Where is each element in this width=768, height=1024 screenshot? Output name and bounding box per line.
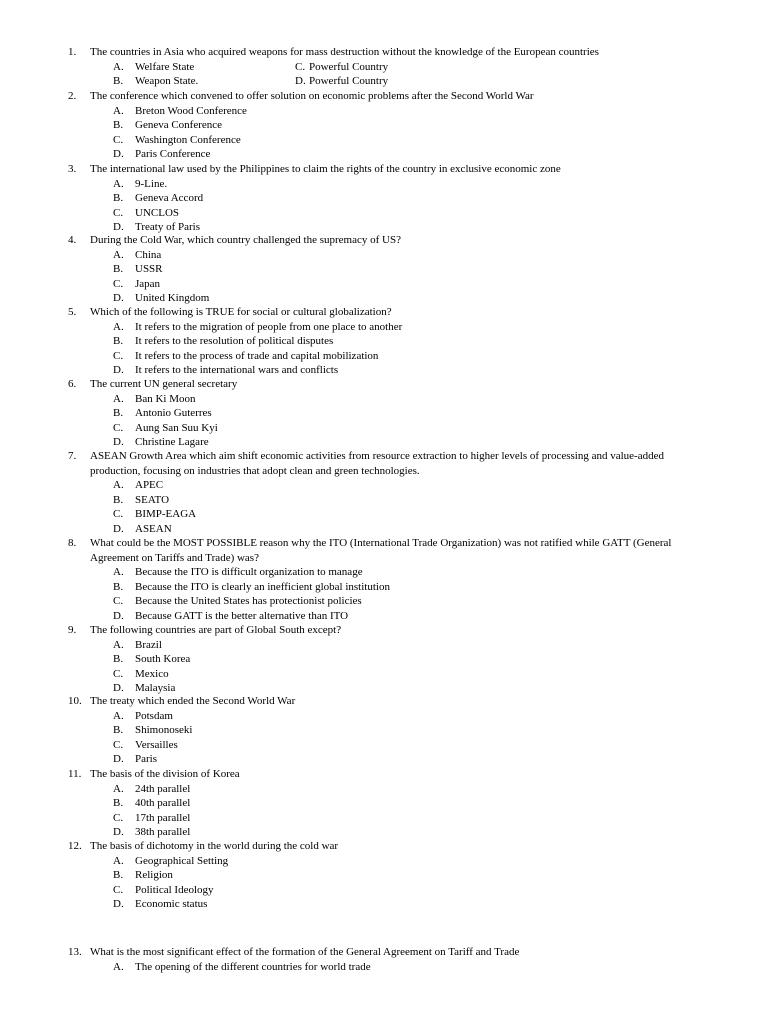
question-stem — [0, 945, 768, 960]
option-d — [0, 609, 768, 624]
question-3 — [0, 162, 768, 235]
option-a — [0, 638, 768, 653]
option-text: Treaty of Paris — [135, 221, 200, 233]
option-text: Because the ITO is clearly an inefficient global institution — [135, 580, 390, 593]
option-text: SEATO — [135, 493, 170, 506]
question-stem — [0, 536, 768, 565]
question-stem — [0, 839, 768, 854]
question-number: 10. — [68, 695, 82, 707]
option-list — [0, 565, 768, 623]
option-letter: C. — [113, 206, 124, 219]
question-13 — [0, 945, 768, 974]
option-d — [0, 363, 768, 378]
option-text: Malaysia — [135, 682, 176, 694]
option-text: Paris Conference — [135, 148, 211, 160]
option-letter: B. — [113, 192, 124, 204]
option-text: Powerful Country — [309, 75, 389, 87]
option-letter: A. — [113, 248, 124, 261]
option-letter: B. — [113, 335, 124, 347]
option-b — [0, 652, 768, 667]
option-text: It refers to the resolution of political disputes — [135, 335, 334, 347]
question-stem — [0, 162, 768, 177]
option-d — [0, 147, 768, 162]
option-text: 40th parallel — [135, 797, 191, 809]
option-letter: D. — [113, 148, 124, 160]
option-text: United Kingdom — [135, 292, 210, 304]
option-list — [0, 782, 768, 840]
option-text: Christine Lagare — [135, 436, 209, 448]
option-letter: C. — [113, 421, 124, 434]
option-text: APEC — [135, 479, 164, 491]
option-text: Shimonoseki — [135, 724, 193, 736]
option-text: Because the ITO is difficult organization to manage — [135, 566, 363, 578]
question-6 — [0, 377, 768, 450]
option-d — [0, 435, 768, 450]
question-stem — [0, 377, 768, 392]
option-text: Because the United States has protectionist policies — [135, 595, 362, 607]
option-b — [0, 118, 768, 133]
option-text: Mexico — [135, 667, 169, 680]
option-a — [0, 320, 768, 335]
option-letter: B. — [113, 75, 124, 87]
option-list — [0, 60, 768, 89]
option-text: Antonio Guterres — [135, 407, 212, 419]
option-letter: C. — [113, 349, 124, 362]
question-text: The treaty which ended the Second World War — [90, 695, 296, 707]
option-letter: A. — [113, 709, 124, 722]
question-text: The countries in Asia who acquired weapons for mass destruction without the knowledge of the European countries — [90, 46, 599, 58]
option-list — [0, 104, 768, 162]
question-number: 8. — [68, 537, 77, 549]
option-b — [0, 334, 768, 349]
option-c — [0, 349, 768, 364]
option-b — [0, 796, 768, 811]
option-text: Because GATT is the better alternative than ITO — [135, 609, 349, 622]
question-stem — [0, 767, 768, 782]
option-text: Economic status — [135, 898, 208, 910]
question-text: The international law used by the Philippines to claim the rights of the country in exclusive economic zone — [90, 163, 561, 175]
option-letter: C. — [113, 508, 124, 520]
option-c — [0, 738, 768, 753]
option-letter: C. — [113, 738, 124, 751]
question-number: 11. — [68, 768, 82, 780]
option-letter: A. — [113, 177, 124, 190]
option-letter: D. — [113, 436, 124, 448]
option-text: It refers to the migration of people from one place to another — [135, 320, 403, 333]
option-text: Powerful Country — [309, 60, 389, 73]
option-row — [0, 74, 768, 89]
question-stem — [0, 305, 768, 320]
option-letter: B. — [113, 580, 124, 593]
question-10 — [0, 694, 768, 767]
option-text: USSR — [135, 263, 163, 275]
question-text: The conference which convened to offer solution on economic problems after the Second World War — [90, 90, 534, 102]
option-text: Geneva Accord — [135, 192, 204, 204]
option-letter: B. — [113, 797, 124, 809]
option-letter: A. — [113, 566, 124, 578]
question-stem — [0, 623, 768, 638]
option-a — [0, 709, 768, 724]
option-letter: D. — [113, 682, 124, 694]
option-text: South Korea — [135, 653, 191, 665]
question-text: The current UN general secretary — [90, 378, 238, 390]
option-text: Welfare State — [135, 60, 195, 73]
option-letter: B. — [113, 407, 124, 419]
option-a — [0, 248, 768, 263]
option-list — [0, 392, 768, 450]
option-a — [0, 478, 768, 493]
question-text: The following countries are part of Global South except? — [90, 624, 342, 636]
option-letter: B. — [113, 653, 124, 665]
option-row — [0, 60, 768, 75]
option-text: The opening of the different countries for world trade — [135, 960, 371, 973]
option-c — [0, 206, 768, 221]
question-number: 13. — [68, 946, 82, 958]
option-d — [0, 897, 768, 912]
option-c — [0, 133, 768, 148]
question-number: 7. — [68, 450, 77, 462]
option-list — [0, 960, 768, 975]
option-letter: C. — [113, 667, 124, 680]
option-letter: D. — [113, 826, 124, 838]
question-text: What could be the MOST POSSIBLE reason why the ITO (International Trade Organization) was not ratified while GATT (General Agreement on Tariffs and Trade) was? — [90, 537, 672, 564]
option-text: Washington Conference — [135, 133, 241, 146]
option-text: It refers to the process of trade and capital mobilization — [135, 349, 379, 362]
option-letter: C. — [113, 883, 124, 896]
question-12 — [0, 839, 768, 912]
option-text: Political Ideology — [135, 883, 214, 896]
question-text: Which of the following is TRUE for social or cultural globalization? — [90, 306, 392, 318]
option-b — [0, 493, 768, 508]
option-c — [0, 277, 768, 292]
question-text: During the Cold War, which country challenged the supremacy of US? — [90, 234, 401, 246]
question-stem — [0, 233, 768, 248]
option-text: 9-Line. — [135, 177, 168, 190]
option-letter: A. — [113, 479, 124, 491]
option-text: Religion — [135, 869, 173, 881]
option-list — [0, 709, 768, 767]
option-text: Versailles — [135, 738, 178, 751]
option-c — [0, 883, 768, 898]
option-text: It refers to the international wars and conflicts — [135, 364, 339, 376]
option-b — [0, 868, 768, 883]
question-text: What is the most significant effect of the formation of the General Agreement on Tariff and Trade — [90, 946, 520, 958]
option-text: Potsdam — [135, 709, 173, 722]
option-b — [0, 262, 768, 277]
question-number: 2. — [68, 90, 77, 102]
option-b — [0, 406, 768, 421]
option-letter: A. — [113, 104, 124, 117]
option-text: Weapon State. — [135, 75, 199, 87]
option-letter: A. — [113, 60, 124, 73]
option-letter: D. — [113, 753, 124, 765]
option-letter: D. — [113, 898, 124, 910]
question-text: The basis of the division of Korea — [90, 768, 240, 780]
option-letter: D. — [295, 75, 306, 87]
option-letter: C. — [113, 595, 124, 607]
question-text: ASEAN Growth Area which aim shift economic activities from resource extraction to higher levels of processing and value-added production, focusing on industries that adopt clean and green technologies. — [90, 450, 664, 477]
option-letter: D. — [113, 522, 124, 535]
option-letter: A. — [113, 638, 124, 651]
question-4 — [0, 233, 768, 306]
option-text: 38th parallel — [135, 826, 191, 838]
option-c — [0, 811, 768, 826]
option-text: Brazil — [135, 638, 162, 651]
option-c — [0, 667, 768, 682]
option-letter: B. — [113, 493, 124, 506]
option-c — [0, 421, 768, 436]
question-stem — [0, 45, 768, 60]
question-7 — [0, 449, 768, 536]
option-list — [0, 638, 768, 696]
option-letter: D. — [113, 609, 124, 622]
question-number: 3. — [68, 163, 77, 175]
option-letter: A. — [113, 392, 124, 405]
option-letter: A. — [113, 782, 124, 795]
option-text: UNCLOS — [135, 206, 180, 219]
question-number: 1. — [68, 46, 77, 58]
question-8 — [0, 536, 768, 623]
option-letter: D. — [113, 292, 124, 304]
option-b — [0, 723, 768, 738]
option-a — [0, 104, 768, 119]
option-text: Ban Ki Moon — [135, 392, 196, 405]
question-stem — [0, 694, 768, 709]
option-text: Breton Wood Conference — [135, 104, 247, 117]
option-list — [0, 478, 768, 536]
option-d — [0, 752, 768, 767]
option-letter: A. — [113, 960, 124, 973]
question-9 — [0, 623, 768, 696]
option-letter: C. — [113, 133, 124, 146]
option-a — [0, 782, 768, 797]
option-text: Geneva Conference — [135, 119, 223, 131]
question-1 — [0, 45, 768, 89]
question-number: 12. — [68, 840, 82, 852]
option-text: Geographical Setting — [135, 854, 229, 867]
option-text: China — [135, 248, 162, 261]
option-text: Paris — [135, 753, 157, 765]
option-letter: A. — [113, 854, 124, 867]
option-letter: C. — [113, 811, 124, 824]
question-number: 4. — [68, 234, 77, 246]
question-11 — [0, 767, 768, 840]
option-text: Japan — [135, 277, 161, 290]
option-c — [0, 594, 768, 609]
question-2 — [0, 89, 768, 162]
option-letter: B. — [113, 869, 124, 881]
option-letter: B. — [113, 119, 124, 131]
option-text: Aung San Suu Kyi — [135, 421, 218, 434]
option-text: ASEAN — [135, 522, 172, 535]
question-number: 6. — [68, 378, 77, 390]
option-a — [0, 854, 768, 869]
option-a — [0, 565, 768, 580]
option-a — [0, 960, 768, 975]
question-text: The basis of dichotomy in the world during the cold war — [90, 840, 339, 852]
option-letter: A. — [113, 320, 124, 333]
question-number: 9. — [68, 624, 77, 636]
option-letter: B. — [113, 263, 124, 275]
option-letter: D. — [113, 221, 124, 233]
option-list — [0, 177, 768, 235]
option-d — [0, 522, 768, 537]
option-letter: C. — [295, 60, 306, 73]
option-letter: B. — [113, 724, 124, 736]
question-5 — [0, 305, 768, 378]
option-list — [0, 854, 768, 912]
option-c — [0, 507, 768, 522]
option-b — [0, 191, 768, 206]
option-text: 24th parallel — [135, 782, 191, 795]
option-a — [0, 177, 768, 192]
option-b — [0, 580, 768, 595]
question-stem — [0, 89, 768, 104]
option-text: 17th parallel — [135, 811, 191, 824]
option-text: BIMP-EAGA — [135, 508, 197, 520]
option-d — [0, 291, 768, 306]
option-letter: C. — [113, 277, 124, 290]
option-letter: D. — [113, 364, 124, 376]
question-stem — [0, 449, 768, 478]
option-list — [0, 248, 768, 306]
option-list — [0, 320, 768, 378]
option-a — [0, 392, 768, 407]
question-number: 5. — [68, 306, 77, 318]
option-d — [0, 825, 768, 840]
